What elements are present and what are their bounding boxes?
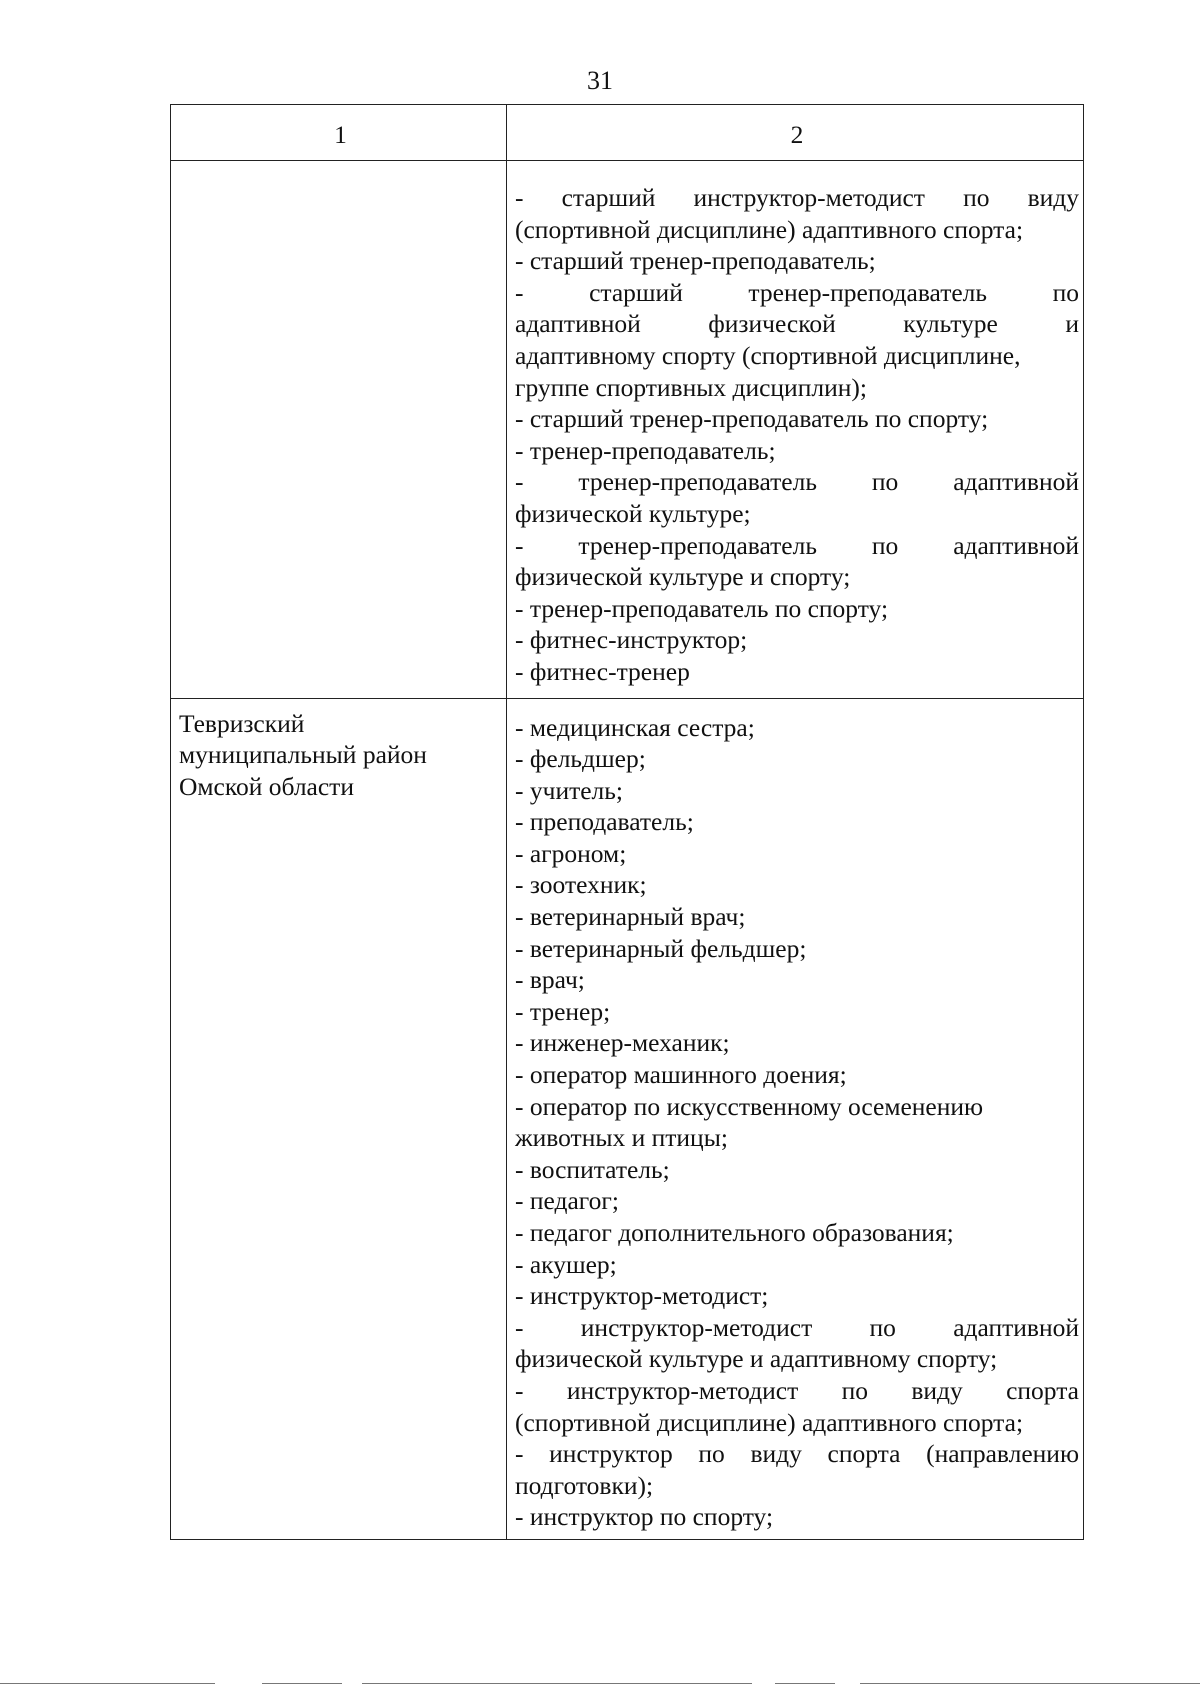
profession-line: адаптивному спорту (спортивной дисциплине,	[515, 340, 1021, 370]
profession-line: - врач;	[515, 965, 585, 995]
profession-line: - фитнес-тренер	[515, 656, 690, 686]
footer-rule	[0, 1683, 215, 1684]
profession-line: - инструктор по виду спорта (направлению	[515, 1439, 1079, 1469]
profession-line: - инструктор-методист по адаптивной	[515, 1312, 1079, 1342]
table-header-row	[171, 105, 1084, 161]
profession-line: - акушер;	[515, 1249, 617, 1279]
profession-line: - воспитатель;	[515, 1154, 670, 1184]
profession-line: - ветеринарный фельдшер;	[515, 933, 807, 963]
profession-line: (спортивной дисциплине) адаптивного спорта;	[515, 214, 1024, 244]
footer-rule	[262, 1683, 342, 1684]
district-name-line: муниципальный район	[179, 740, 427, 770]
district-name-line: Тевризский	[179, 708, 305, 738]
profession-line: - тренер-преподаватель по адаптивной	[515, 530, 1079, 560]
table-row	[171, 698, 1084, 1539]
profession-line: - старший тренер-преподаватель;	[515, 246, 876, 276]
profession-line: - старший тренер-преподаватель по спорту;	[515, 404, 989, 434]
profession-line: - фельдшер;	[515, 744, 646, 774]
district-name-line: Омской области	[179, 771, 354, 801]
column-header-2: 2	[507, 105, 1084, 161]
profession-line: физической культуре и адаптивному спорту;	[515, 1344, 998, 1374]
profession-line: - оператор по искусственному осеменению	[515, 1091, 984, 1121]
page-number: 31	[587, 66, 613, 95]
profession-line: физической культуре и спорту;	[515, 562, 851, 592]
profession-line: - зоотехник;	[515, 870, 647, 900]
profession-line: - старший тренер-преподаватель по	[515, 277, 1079, 307]
district-cell	[171, 698, 507, 1539]
footer-rule	[775, 1683, 835, 1684]
profession-line: - медицинская сестра;	[515, 712, 755, 742]
profession-line: - тренер-преподаватель по адаптивной	[515, 467, 1079, 497]
profession-line: - тренер-преподаватель;	[515, 435, 776, 465]
profession-line: - педагог дополнительного образования;	[515, 1218, 954, 1247]
profession-line: - педагог;	[515, 1186, 619, 1216]
profession-line: группе спортивных дисциплин);	[515, 372, 867, 402]
profession-line: - фитнес-инструктор;	[515, 625, 748, 655]
profession-line: животных и птицы;	[515, 1123, 728, 1153]
profession-line: - инструктор-методист по виду спорта	[515, 1375, 1079, 1405]
profession-line: - инженер-механик;	[515, 1028, 730, 1058]
footer-rule	[860, 1683, 1200, 1684]
profession-line: - оператор машинного доения;	[515, 1060, 847, 1090]
profession-line: - тренер;	[515, 996, 611, 1026]
profession-line: - преподаватель;	[515, 807, 694, 837]
profession-line: - инструктор по спорту;	[515, 1502, 774, 1532]
professions-cell	[507, 161, 1084, 699]
profession-line: - агроном;	[515, 838, 627, 868]
profession-line: - инструктор-методист;	[515, 1281, 769, 1311]
profession-line: подготовки);	[515, 1470, 654, 1500]
professions-table	[170, 104, 1084, 1540]
column-header-1: 1	[171, 105, 507, 161]
profession-line: адаптивной физической культуре и	[515, 309, 1079, 339]
profession-line: - учитель;	[515, 775, 623, 805]
district-cell-empty	[171, 161, 507, 699]
profession-line: - ветеринарный врач;	[515, 902, 746, 932]
table-row	[171, 161, 1084, 699]
profession-line: - старший инструктор-методист по виду	[515, 183, 1079, 212]
profession-line: физической культуре;	[515, 498, 751, 528]
profession-line: (спортивной дисциплине) адаптивного спорта;	[515, 1407, 1024, 1437]
professions-cell	[507, 698, 1084, 1539]
footer-rule	[362, 1683, 752, 1684]
profession-line: - тренер-преподаватель по спорту;	[515, 593, 889, 623]
